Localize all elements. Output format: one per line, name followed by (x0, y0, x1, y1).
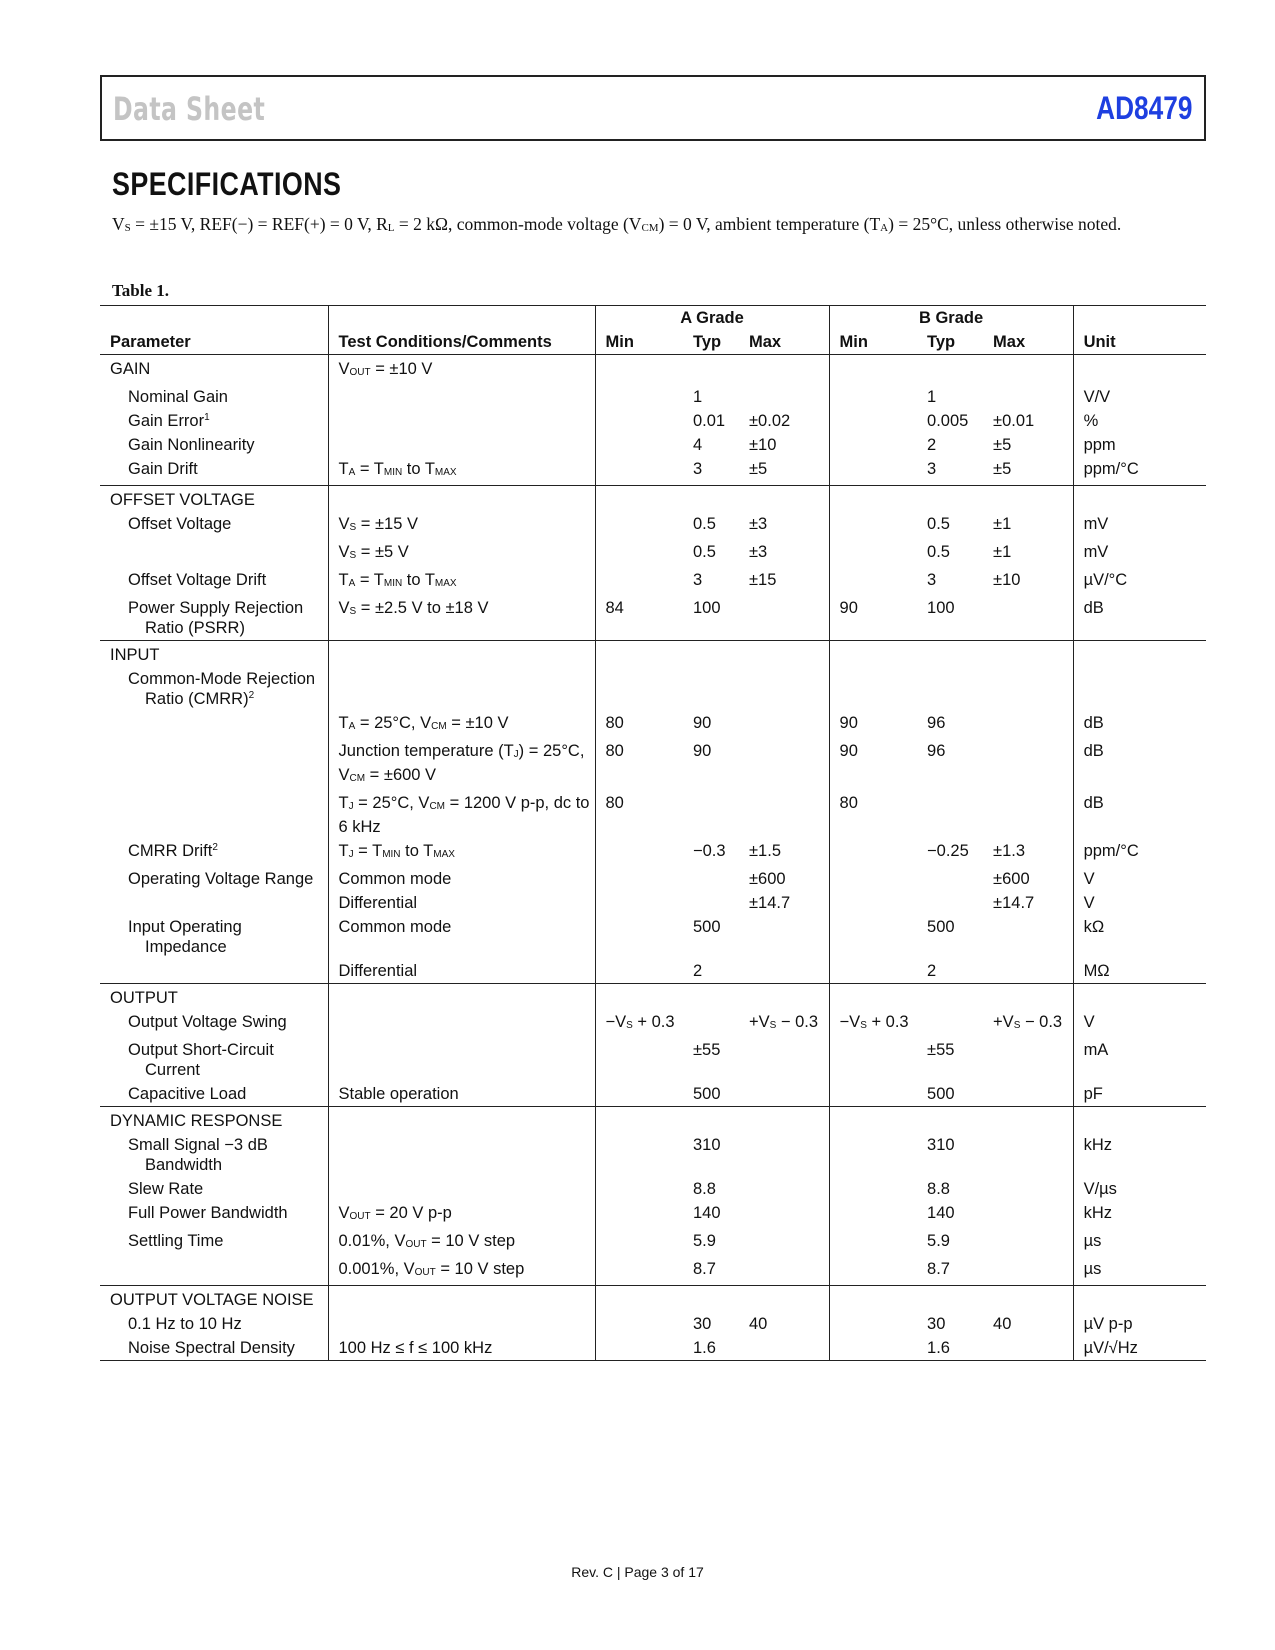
table-row: Gain Drift $T_A = T_{MIN}$ to $T_{MAX}$ 3 ±5 3 ±5 ppm/°C (100, 457, 1206, 486)
group-offset-voltage: OFFSET VOLTAGE (110, 491, 255, 509)
col-b-typ: Typ (917, 330, 983, 355)
group-a-grade: A Grade (595, 306, 829, 331)
table-row: Slew Rate 8.8 8.8 V/µs (100, 1177, 1206, 1201)
table-header-group-row (100, 306, 1206, 331)
col-b-max: Max (983, 330, 1073, 355)
table-row: Operating Voltage Range Common mode ±600 ±600 V (100, 867, 1206, 891)
table-row: $T_A = 25^\circ C$, $V_{CM} = \pm 10$ V 80 90 90 96 dB (100, 711, 1206, 739)
intro-paragraph: $V_S = \pm 15$ V, REF(−) = REF(+) = 0 V, $R_L = 2$ kΩ, common-mode voltage $(V_{CM}) = 0$ V, ambient temperature $(T_A) = 25^\circ C$, unless otherwise noted. (112, 214, 1122, 234)
col-a-min: Min (595, 330, 683, 355)
table-row: Input Operating Impedance Common mode 500 500 kΩ (100, 915, 1206, 959)
table-row: Output Voltage Swing $-V_S + 0.3$ $+V_S - 0.3$ $-V_S + 0.3$ $+V_S - 0.3$ V (100, 1010, 1206, 1038)
col-a-max: Max (739, 330, 829, 355)
table-row: Settling Time 0.01%, $V_{OUT} = 10$ V step 5.9 5.9 µs (100, 1229, 1206, 1257)
table-row (100, 486, 1206, 513)
spec-table (100, 305, 1206, 1361)
table-row: Differential ±14.7 ±14.7 V (100, 891, 1206, 915)
table-row (100, 1107, 1206, 1134)
table-row: Gain Error$^1$ 0.01 ±0.02 0.005 ±0.01 % (100, 409, 1206, 433)
col-b-min: Min (829, 330, 917, 355)
group-output: OUTPUT (110, 989, 178, 1007)
col-parameter: Parameter (100, 330, 328, 355)
col-conditions: Test Conditions/Comments (328, 330, 595, 355)
table-row: Output Short-Circuit Current ±55 ±55 mA (100, 1038, 1206, 1082)
table-row: Offset Voltage $V_S = \pm 15$ V 0.5 ±3 0.5 ±1 mV (100, 512, 1206, 540)
table-row: 0.001%, $V_{OUT} = 10$ V step 8.7 8.7 µs (100, 1257, 1206, 1286)
page-footer: Rev. C | Page 3 of 17 (571, 1564, 704, 1580)
table-row (100, 1286, 1206, 1313)
section-title: SPECIFICATIONS (112, 166, 342, 202)
table-row: Full Power Bandwidth $V_{OUT} = 20$ V p-p 140 140 kHz (100, 1201, 1206, 1229)
header-part-number: AD8479 (1095, 90, 1192, 126)
table-row: Common-Mode Rejection Ratio (CMRR)$^2$ (100, 667, 1206, 711)
table-row: Noise Spectral Density 100 Hz ≤ f ≤ 100 kHz 1.6 1.6 µV/√Hz (100, 1336, 1206, 1361)
table-row: CMRR Drift$^2$ $T_J = T_{MIN}$ to $T_{MAX}$ −0.3 ±1.5 −0.25 ±1.3 ppm/°C (100, 839, 1206, 867)
table-row: Differential 2 2 MΩ (100, 959, 1206, 984)
table-row: Small Signal −3 dB Bandwidth 310 310 kHz (100, 1133, 1206, 1177)
page-header (100, 75, 1206, 141)
table-row: $V_S = \pm 5$ V 0.5 ±3 0.5 ±1 mV (100, 540, 1206, 568)
header-doc-type: Data Sheet (113, 90, 266, 128)
table-row: Junction temperature $(T_J) = 25^\circ C$, $V_{CM} = \pm 600$ V 80 90 90 96 dB (100, 739, 1206, 791)
group-gain: GAIN (110, 360, 151, 378)
table-row: Nominal Gain 1 1 V/V (100, 385, 1206, 409)
table-row: 0.1 Hz to 10 Hz 30 40 30 40 µV p-p (100, 1312, 1206, 1336)
group-output-voltage-noise: OUTPUT VOLTAGE NOISE (110, 1291, 314, 1309)
group-b-grade: B Grade (829, 306, 1073, 331)
table-caption: Table 1. (112, 281, 170, 300)
table-header-row (100, 330, 1206, 355)
table-row: Capacitive Load Stable operation 500 500 pF (100, 1082, 1206, 1107)
col-unit: Unit (1073, 330, 1206, 355)
table-row (100, 641, 1206, 668)
group-input: INPUT (110, 646, 160, 664)
col-a-typ: Typ (683, 330, 739, 355)
table-row: Gain Nonlinearity 4 ±10 2 ±5 ppm (100, 433, 1206, 457)
table-row: Power Supply Rejection Ratio (PSRR) $V_S = \pm 2.5$ V to ±18 V 84 100 90 100 dB (100, 596, 1206, 641)
table-row: $T_J = 25^\circ C$, $V_{CM} = 1200$ V p-p, dc to 6 kHz 80 80 dB (100, 791, 1206, 839)
table-row: Offset Voltage Drift $T_A = T_{MIN}$ to $T_{MAX}$ 3 ±15 3 ±10 µV/°C (100, 568, 1206, 596)
group-dynamic-response: DYNAMIC RESPONSE (110, 1112, 283, 1130)
table-row (100, 984, 1206, 1011)
table-row: GAIN $V_{OUT} = \pm 10$ V (100, 355, 1206, 386)
